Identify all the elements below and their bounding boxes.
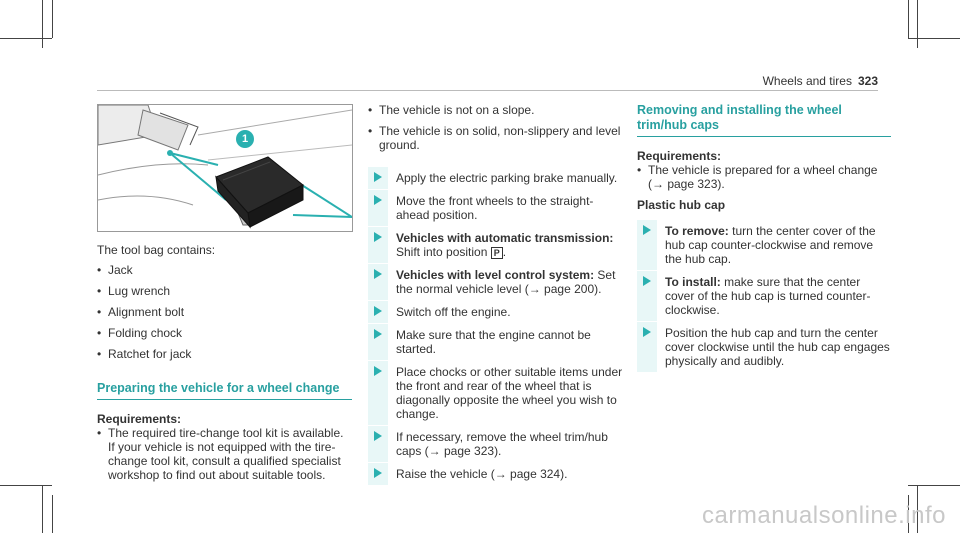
list-item: • The vehicle is not on a slope. [368,103,624,117]
step-to-remove: To remove: turn the center cover of the hub cap counter-clockwise and remove the hub cap. [637,224,891,266]
requirements-label: Requirements: [97,412,182,426]
list-item: • Ratchet for jack [97,347,352,361]
step-to-install: To install: make sure that the center cover of the hub cap is turned counter-clockwise. [637,275,891,317]
crop-mark [42,485,43,533]
list-item: • Lug wrench [97,284,352,298]
watermark: carmanualsonline.info [702,502,946,529]
callout-number: 1 [241,133,249,145]
step-arrow-icon [374,172,382,182]
crop-mark [908,485,960,486]
step-position-hub-cap: Position the hub cap and turn the center cover clockwise until the hub cap engages physically and audibly. [637,326,891,368]
subsection-title-plastic-hub-cap: Plastic hub cap [637,198,726,212]
step-arrow-icon [374,195,382,205]
step-level-control: Vehicles with level control system: Set the normal vehicle level (→ page 200). [368,268,624,296]
step-switch-off-engine: Switch off the engine. [368,305,624,319]
right-column [637,103,891,377]
running-header [763,74,878,88]
list-item: • The vehicle is on solid, non-slippery and level ground. [368,124,624,152]
crop-mark [917,0,918,48]
step-arrow-icon [374,366,382,376]
step-arrow-icon [374,468,382,478]
step-front-wheels: Move the front wheels to the straight-ahead position. [368,194,624,222]
tool-bag-intro: The tool bag contains: [97,243,216,257]
step-remove-hub-caps: If necessary, remove the wheel trim/hub caps (→ page 323). [368,430,624,458]
middle-column [368,103,624,490]
list-item: • The required tire-change tool kit is available. If your vehicle is not equipped with the tire-change tool kit, consult a qualified specialist workshop to find out about suitable tools. [97,426,352,482]
page-number: 323 [857,74,878,88]
step-arrow-icon [643,276,651,286]
header-section: Wheels and tires [762,74,852,88]
step-arrow-icon [374,269,382,279]
requirements-list [637,163,891,191]
step-arrow-icon [374,431,382,441]
list-item: • Folding chock [97,326,352,340]
tool-bag-illustration [98,105,352,231]
crop-mark [0,38,52,39]
crop-mark [908,0,909,38]
section-title-hub-caps: Removing and installing the wheel trim/hub caps [637,103,891,137]
step-place-chocks: Place chocks or other suitable items under the front and rear of the wheel that is diagonally opposite the wheel you wish to change. [368,365,624,421]
crop-mark [0,485,52,486]
step-arrow-icon [374,232,382,242]
step-parking-brake: Apply the electric parking brake manually. [368,171,624,185]
requirements-label: Requirements: [637,149,722,163]
step-arrow-icon [374,306,382,316]
crop-mark [908,38,960,39]
crop-mark [52,495,53,533]
crop-mark [52,0,53,38]
list-item: • Jack [97,263,352,277]
step-arrow-icon [374,329,382,339]
tool-bag-figure [97,104,353,232]
step-engine-not-started: Make sure that the engine cannot be started. [368,328,624,356]
tool-bag-list [97,263,352,361]
list-item: • Alignment bolt [97,305,352,319]
header-divider [97,90,878,91]
step-raise-vehicle: Raise the vehicle (→ page 324). [368,467,624,481]
step-arrow-icon [643,225,651,235]
step-automatic-transmission: Vehicles with automatic transmission: Shift into position P . [368,231,624,259]
step-arrow-icon [643,327,651,337]
section-title-preparing: Preparing the vehicle for a wheel change [97,381,352,400]
left-column [97,243,352,489]
park-key-icon: P [491,247,503,259]
requirements-list [97,426,352,482]
crop-mark [42,0,43,48]
requirements-list-continued [368,103,624,152]
list-item: • The vehicle is prepared for a wheel change (→ page 323). [637,163,891,191]
